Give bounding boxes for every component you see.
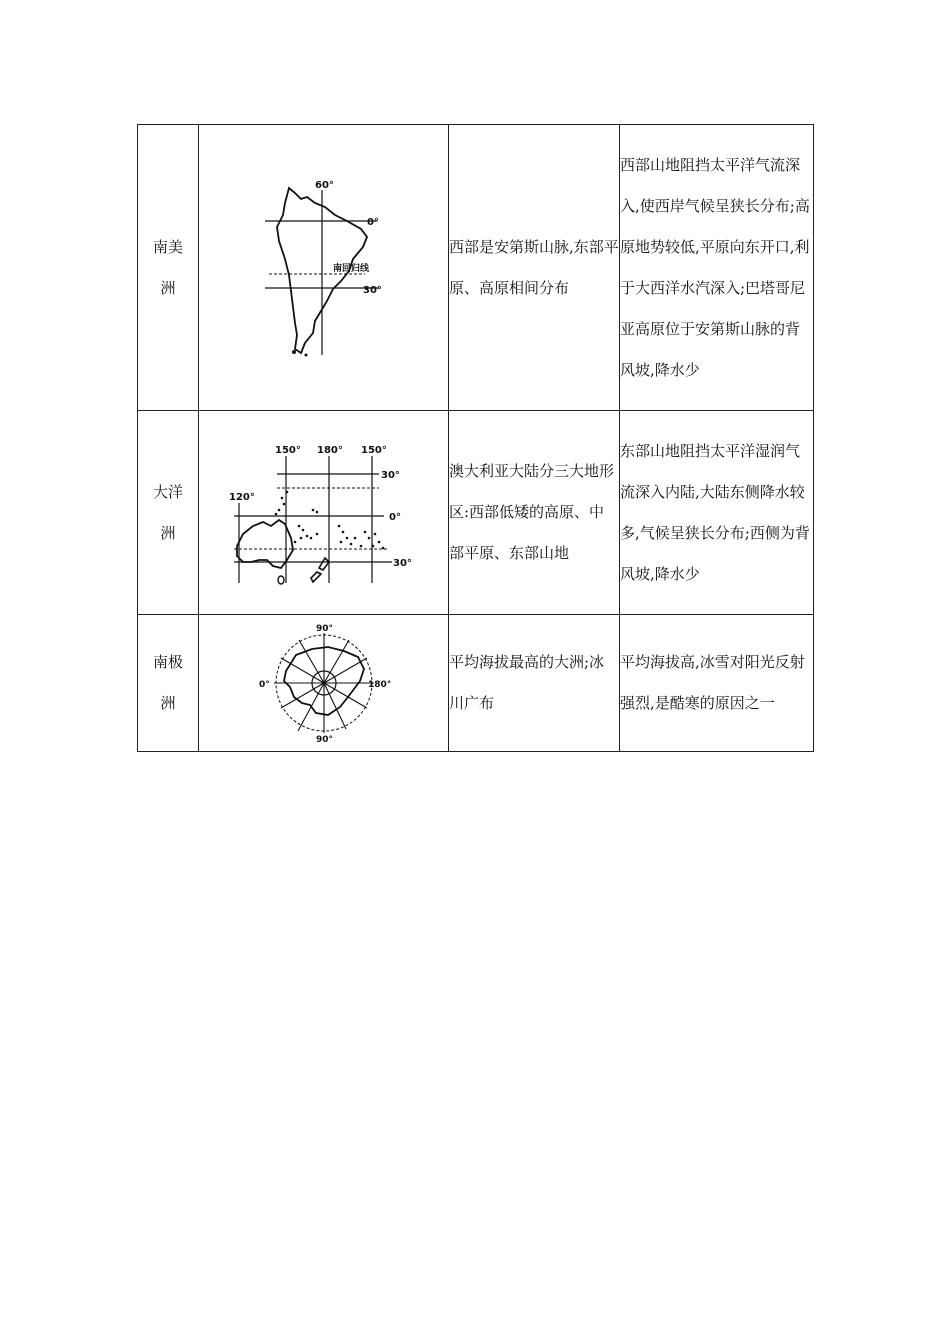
climate-cell: 西部山地阻挡太平洋气流深入,使西岸气候呈狭长分布;高原地势较低,平原向东开口,利于大西洋水汽深入;巴塔哥尼亚高原位于安第斯山脉的背风坡,降水少 — [620, 125, 814, 411]
map-label: 0° — [258, 680, 270, 690]
continent-table — [137, 124, 814, 752]
table-row — [138, 615, 814, 752]
map-label: 180° — [316, 444, 343, 456]
continent-name: 大洋洲 — [152, 482, 183, 542]
antarctica-map-cell — [199, 615, 449, 752]
map-label: 60° — [314, 180, 334, 191]
map-label: 90° — [315, 624, 333, 634]
terrain-cell: 澳大利亚大陆分三大地形区:西部低矮的高原、中部平原、东部山地 — [449, 411, 620, 615]
terrain-cell: 西部是安第斯山脉,东部平原、高原相间分布 — [449, 125, 620, 411]
map-label: 30° — [392, 557, 412, 569]
map-label: 90° — [315, 735, 333, 743]
table-row — [138, 125, 814, 411]
climate-cell: 平均海拔高,冰雪对阳光反射强烈,是酷寒的原因之一 — [620, 615, 814, 752]
continent-name-cell — [138, 411, 199, 615]
climate-cell: 东部山地阻挡太平洋湿润气流深入内陆,大陆东侧降水较多,气候呈狭长分布;西侧为背风坡,降水少 — [620, 411, 814, 615]
map-label: 180° — [367, 680, 391, 690]
continent-name: 南美洲 — [152, 237, 183, 297]
map-label: 南回归线 — [332, 264, 369, 274]
map-label: 120° — [228, 491, 255, 503]
continent-name-cell — [138, 125, 199, 411]
map-label: 30° — [362, 285, 382, 296]
map-label: 0° — [388, 511, 401, 523]
map-label: 0° — [366, 217, 379, 228]
continent-name-cell — [138, 615, 199, 752]
antarctica-map — [254, 623, 394, 743]
south-america-map — [249, 175, 399, 360]
terrain-cell: 平均海拔最高的大洲;冰川广布 — [449, 615, 620, 752]
map-label: 150° — [360, 444, 387, 456]
map-label: 30° — [380, 469, 400, 481]
map-label: 150° — [274, 444, 301, 456]
table-row — [138, 411, 814, 615]
oceania-map-cell — [199, 411, 449, 615]
continent-name: 南极洲 — [152, 653, 183, 712]
oceania-map — [229, 438, 419, 588]
south-america-map-cell — [199, 125, 449, 411]
